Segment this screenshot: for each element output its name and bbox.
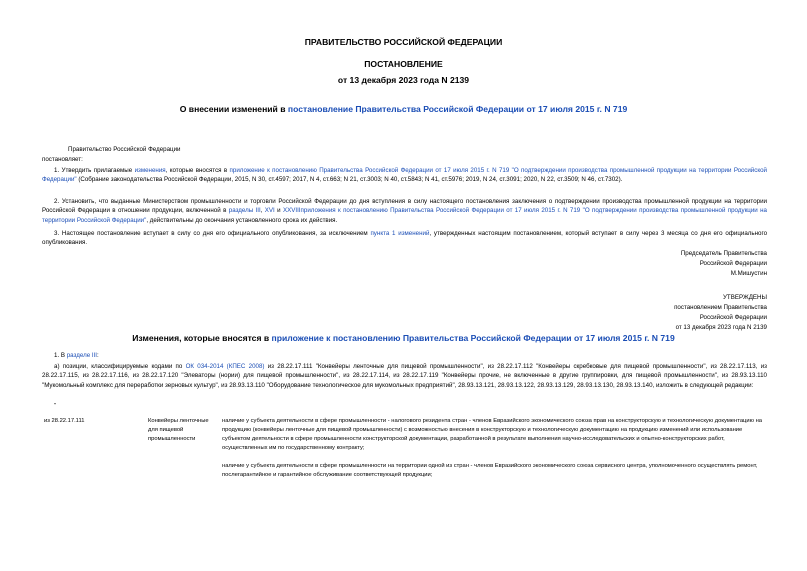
document-date-number: от 13 декабря 2023 года N 2139 — [337, 75, 470, 85]
signature-country: Российской Федерации — [699, 260, 767, 267]
opening-quote: " — [54, 403, 57, 409]
title-link[interactable]: постановление Правительства Российской Федерации от 17 июля 2015 г. N 719 — [287, 104, 628, 114]
government-name: ПРАВИТЕЛЬСТВО РОССИЙСКОЙ ФЕДЕРАЦИИ — [304, 37, 503, 47]
p1-text-e: (Собрание законодательства Российской Федерации, 2015, N 30, ст.4597; 2017, N 4, ст.663; N 21, ст.3003; N 40, ст.5843; N 41, ст.5976; 2019, N 24, ст.3091; 2020, N 22, ст.3509; N 46, ст.7302). — [76, 176, 623, 184]
p3-text-c: , утвержденных настоящим постановлением, который вступает в силу через 3 месяца со дня его официального опубликования. — [42, 230, 768, 247]
title-prefix: О внесении изменений в — [179, 104, 288, 114]
preamble-government: Правительство Российской Федерации — [68, 146, 181, 153]
p1-text-c: , которые вносятся в — [165, 167, 230, 174]
changes-link[interactable]: изменения — [134, 167, 166, 174]
signature-block — [467, 249, 767, 279]
document-title — [0, 104, 807, 114]
changes-title — [0, 333, 807, 343]
changes-title-link[interactable]: приложение к постановлению Правительства Российской Федерации от 17 июля 2015 г. N 719 — [271, 333, 675, 343]
p2-text-a: 2. Установить, что выданные Министерством промышленности и торговли Российской Федерации до дня вступления в силу настоящего постановления заключения о подтверждении производства промышленной продукции на территории Российской Федерации в отношении продукции, включенной в — [42, 198, 767, 215]
item1-text-c: : — [97, 352, 99, 359]
p3-text-a: 3. Настоящее постановление вступает в силу со дня его официального опубликования, за исключением — [54, 230, 371, 237]
p2-text-g: , действительны до окончания установленного срока их действия. — [146, 216, 338, 224]
p2-text-e: и — [274, 207, 283, 215]
item-1 — [42, 351, 767, 360]
approved-block — [467, 293, 767, 333]
table-name-cell: Конвейеры ленточные для пищевой промышленности — [148, 418, 209, 442]
table-requirement-2: наличие у субъекта деятельности в сфере промышленности на территории одной из стран - членов Евразийского экономического союза сервисного центра, уполномоченного осуществлять ремонт, послегарантийное и гарантийное обслуживание соответствующей продукции; — [222, 463, 758, 478]
item-1a — [42, 362, 767, 390]
paragraph-3 — [42, 229, 767, 248]
p1-text-a: 1. Утвердить прилагаемые — [54, 167, 135, 174]
section-xxviii-link[interactable]: XXVIIIприложения к постановлению Правительства Российской Федерации от 17 июля 2015 г. N 719 "О подтверждении производства промышленной продукции на территории Российской Федерации" — [42, 207, 767, 224]
okpd2-link[interactable]: ОК 034-2014 (КПЕС 2008) — [185, 363, 265, 370]
document-type: ПОСТАНОВЛЕНИЕ — [364, 59, 443, 69]
p2-text-c: , — [260, 207, 265, 215]
table-code-cell: из 28.22.17.111 — [44, 418, 85, 424]
table-requirement-1: наличие у субъекта деятельности в сфере промышленности - налогового резидента стран - членов Евразийского экономического союза прав на конструкторскую и технологическую документацию на продукцию (конвейеры ленточные для пищевой промышленности) с возможностью внесения в конструкторскую и технологическую документацию на продукцию изменений или использование субъектом деятельности в сфере промышленности конструкторской документации, разработанной в результате выполнения научно-исследовательских и опытно-конструкторских работ, осуществленных им по государственному контракту; — [222, 418, 762, 451]
changes-title-prefix: Изменения, которые вносятся в — [132, 333, 272, 343]
approved-by: постановлением Правительства — [674, 304, 767, 311]
paragraph-2 — [42, 197, 767, 225]
item1a-text-c: из 28.22.17.111 "Конвейеры ленточные для пищевой промышленности", из 28.22.17.112 "Конвейеры скребковые для пищевой промышленности", из 28.22.17.113, из 28.22.17.115, из 28.22.17.116, из 28.22.17.120 "Элеваторы (нории) для пищевой промышленности", из 28.22.17.114, из 28.22.17.119 "Конвейеры прочие, не включенные в другие группировки, для пищевой промышленности", из 28.93.13.110 "Мукомольный комплекс для переработки зерновых культур", из 28.93.13.110 "Оборудование технологическое для мукомольных предприятий", 28.93.13.121, 28.93.13.122, 28.93.13.129, 28.93.13.130, 28.93.13.140, изложить в следующей редакции: — [42, 363, 767, 389]
paragraph-1 — [42, 166, 767, 185]
approved-country: Российской Федерации — [699, 314, 767, 321]
item-1-changes-link[interactable]: пункта 1 изменений — [370, 230, 430, 237]
appendix-719-link[interactable]: приложение к постановлению Правительства Российской Федерации от 17 июля 2015 г. N 719 "О подтверждении производства промышленной продукции на территории Российской Федерации" — [42, 167, 767, 184]
section-iii-link[interactable]: разделы III — [228, 207, 261, 215]
signature-name: М.Мишустин — [730, 270, 767, 277]
signature-title: Председатель Правительства — [680, 250, 767, 257]
approved-date: от 13 декабря 2023 года N 2139 — [675, 324, 767, 331]
approved-heading: УТВЕРЖДЕНЫ — [723, 294, 767, 301]
preamble-decrees: постановляет: — [42, 156, 83, 163]
item1-text-a: 1. В — [54, 352, 67, 359]
section-xvi-link[interactable]: XVI — [264, 207, 275, 215]
item1-section-iii-link[interactable]: разделе III — [66, 352, 98, 359]
item1a-text-a: а) позиции, классифицируемые кодами по — [54, 363, 186, 370]
